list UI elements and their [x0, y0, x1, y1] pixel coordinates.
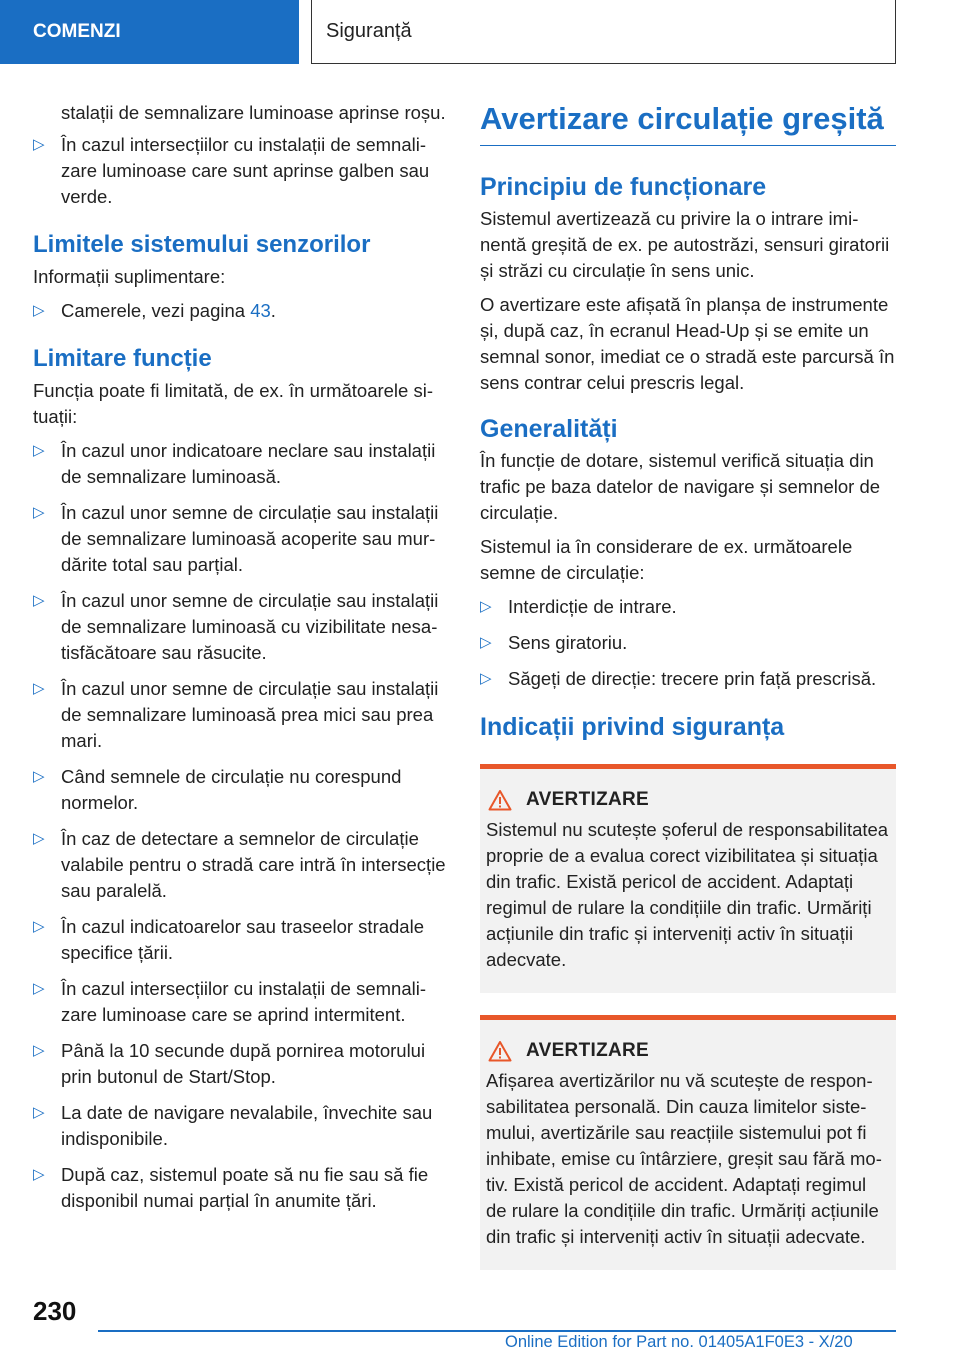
list-item	[33, 500, 451, 578]
camera-text-end: .	[270, 300, 276, 321]
bullet-triangle-icon: ▷	[33, 680, 45, 697]
list-item	[33, 1162, 451, 1214]
warning-triangle-icon	[488, 789, 512, 811]
list-item	[33, 132, 451, 210]
page-number: 230	[33, 1296, 77, 1326]
warning-text: Sistemul nu scutește șoferul de responsabilitatea proprie de a evalua corect vizibilitatea și situația din trafic. Există pericol de accident. Adaptați regimul de rulare la condițiile din trafic. Urmăriți acțiunile din trafic și interveniți activ în situații adecvate.	[486, 819, 889, 970]
warning-box	[480, 1015, 896, 1270]
bullet-triangle-icon: ▷	[33, 504, 45, 521]
bullet-triangle-icon: ▷	[33, 1042, 45, 1059]
section-heading-function-limit: Limitare funcție	[33, 345, 212, 372]
list-item-text: În cazul indicatoarelor sau traseelor stradale specifice țării.	[61, 916, 424, 963]
list-item	[33, 1038, 451, 1090]
list-item-text: În cazul unor semne de circulație sau instalații de semnalizare luminoasă prea mici sau prea mari.	[61, 678, 439, 751]
warning-title: AVERTIZARE	[526, 789, 649, 810]
list-item-text: Interdicție de intrare.	[508, 596, 677, 617]
list-item-text: După caz, sistemul poate să nu fie sau să fie disponibil numai parțial în anumite țări.	[61, 1164, 429, 1211]
bullet-triangle-icon: ▷	[33, 830, 45, 847]
paragraph: Sistemul ia în considerare de ex. următoarele semne de circulație:	[480, 536, 853, 583]
list-item-text	[61, 298, 451, 324]
section-heading-general: Generalități	[480, 415, 618, 443]
bullet-triangle-icon: ▷	[33, 980, 45, 997]
list-item-text: La date de navigare nevalabile, învechite sau indisponibile.	[61, 1102, 433, 1149]
bullet-triangle-icon: ▷	[480, 670, 492, 687]
section-heading-sensor-limits: Limitele sistemului senzorilor	[33, 231, 371, 258]
section-title: Siguranță	[311, 0, 896, 64]
list-item	[33, 764, 451, 816]
sign-list	[480, 594, 896, 692]
bullet-triangle-icon: ▷	[33, 918, 45, 935]
list-item	[33, 676, 451, 754]
page-reference-link[interactable]: 43	[250, 300, 271, 321]
bullet-triangle-icon: ▷	[33, 442, 45, 459]
list-item	[33, 298, 451, 324]
section-heading-safety: Indicații privind siguranța	[480, 713, 785, 741]
list-item-text: În cazul intersecțiilor cu instalații de semnalizare luminoase care se aprind intermitent.	[61, 978, 427, 1025]
list-item	[33, 976, 451, 1028]
list-item	[33, 1100, 451, 1152]
bullet-triangle-icon: ▷	[33, 1104, 45, 1121]
footer-edition: Online Edition for Part no. 01405A1F0E3 - X/20	[505, 1333, 853, 1351]
bullet-triangle-icon: ▷	[33, 302, 45, 319]
warning-box	[480, 764, 896, 993]
paragraph: O avertizare este afișată în planșa de instrumente și, după caz, în ecranul Head-Up și se emite un semnal sonor, imediat ce o stradă este parcursă în sens contrar celui prescris legal.	[480, 294, 895, 393]
list-item	[480, 594, 896, 620]
camera-text: Camerele, vezi pagina	[61, 300, 251, 321]
footer-divider	[98, 1330, 896, 1332]
paragraph: Funcția poate fi limitată, de ex. în următoarele situații:	[33, 380, 434, 427]
list-item	[480, 666, 896, 692]
list-item-text: În cazul unor semne de circulație sau instalații de semnalizare luminoasă cu vizibilitate nesatisfăcătoare sau răsucite.	[61, 590, 439, 663]
paragraph: Sistemul avertizează cu privire la o intrare iminentă greșită de ex. pe autostrăzi, sensuri giratorii și străzi cu circulație în sens unic.	[480, 208, 890, 281]
bullet-triangle-icon: ▷	[33, 592, 45, 609]
list-item-text: În cazul intersecțiilor cu instalații de semnalizare luminoase care sunt aprinse galben sau verde.	[61, 134, 430, 207]
list-item-text: În cazul unor indicatoare neclare sau instalații de semnalizare luminoasă.	[61, 440, 436, 487]
list-item	[480, 630, 896, 656]
paragraph: În funcție de dotare, sistemul verifică situația din trafic pe baza datelor de navigare și semnelor de circulație.	[480, 450, 881, 523]
warning-title: AVERTIZARE	[526, 1040, 649, 1061]
list-item	[33, 826, 451, 904]
section-heading-principle: Principiu de funcționare	[480, 173, 767, 201]
bullet-triangle-icon: ▷	[33, 768, 45, 785]
page-header	[0, 0, 960, 66]
list-item	[33, 438, 451, 490]
bullet-triangle-icon: ▷	[33, 1166, 45, 1183]
paragraph: Informații suplimentare:	[33, 266, 226, 287]
list-item-text: Până la 10 secunde după pornirea motorului prin butonul de Start/Stop.	[61, 1040, 426, 1087]
list-item	[33, 914, 451, 966]
bullet-triangle-icon: ▷	[33, 136, 45, 153]
chapter-tab[interactable]: COMENZI	[0, 0, 299, 64]
warning-text: Afișarea avertizărilor nu vă scutește de responsabilitatea personală. Din cauza limitelor sistemului, avertizările sau reacțiile sistemului pot fi inhibate, emise cu întârziere, greșit sau fără motiv. Există pericol de accident. Adaptați regimul de rulare la condițiile din trafic. Urmăriți acțiunile din trafic și interveniți activ în situații adecvate.	[486, 1070, 882, 1247]
list-item	[33, 588, 451, 666]
right-column	[480, 100, 896, 1270]
list-item-text: În caz de detectare a semnelor de circulație valabile pentru o stradă care intră în intersecție sau paralelă.	[61, 828, 446, 901]
bullet-triangle-icon: ▷	[480, 634, 492, 651]
limit-list	[33, 438, 451, 1214]
warning-header	[486, 789, 890, 811]
continued-bullet-text: stalații de semnalizare luminoase aprinse roșu.	[61, 102, 446, 123]
list-item-text: Sens giratoriu.	[508, 632, 628, 653]
chapter-heading: Avertizare circulație greșită	[480, 100, 896, 146]
list-item-text: Când semnele de circulație nu corespund normelor.	[61, 766, 402, 813]
left-column	[33, 100, 451, 1224]
list-item-text: În cazul unor semne de circulație sau instalații de semnalizare luminoasă acoperite sau murdărite total sau parțial.	[61, 502, 439, 575]
warning-triangle-icon	[488, 1040, 512, 1062]
list-item-text: Săgeți de direcție: trecere prin față prescrisă.	[508, 668, 877, 689]
warning-header	[486, 1040, 890, 1062]
bullet-triangle-icon: ▷	[480, 598, 492, 615]
